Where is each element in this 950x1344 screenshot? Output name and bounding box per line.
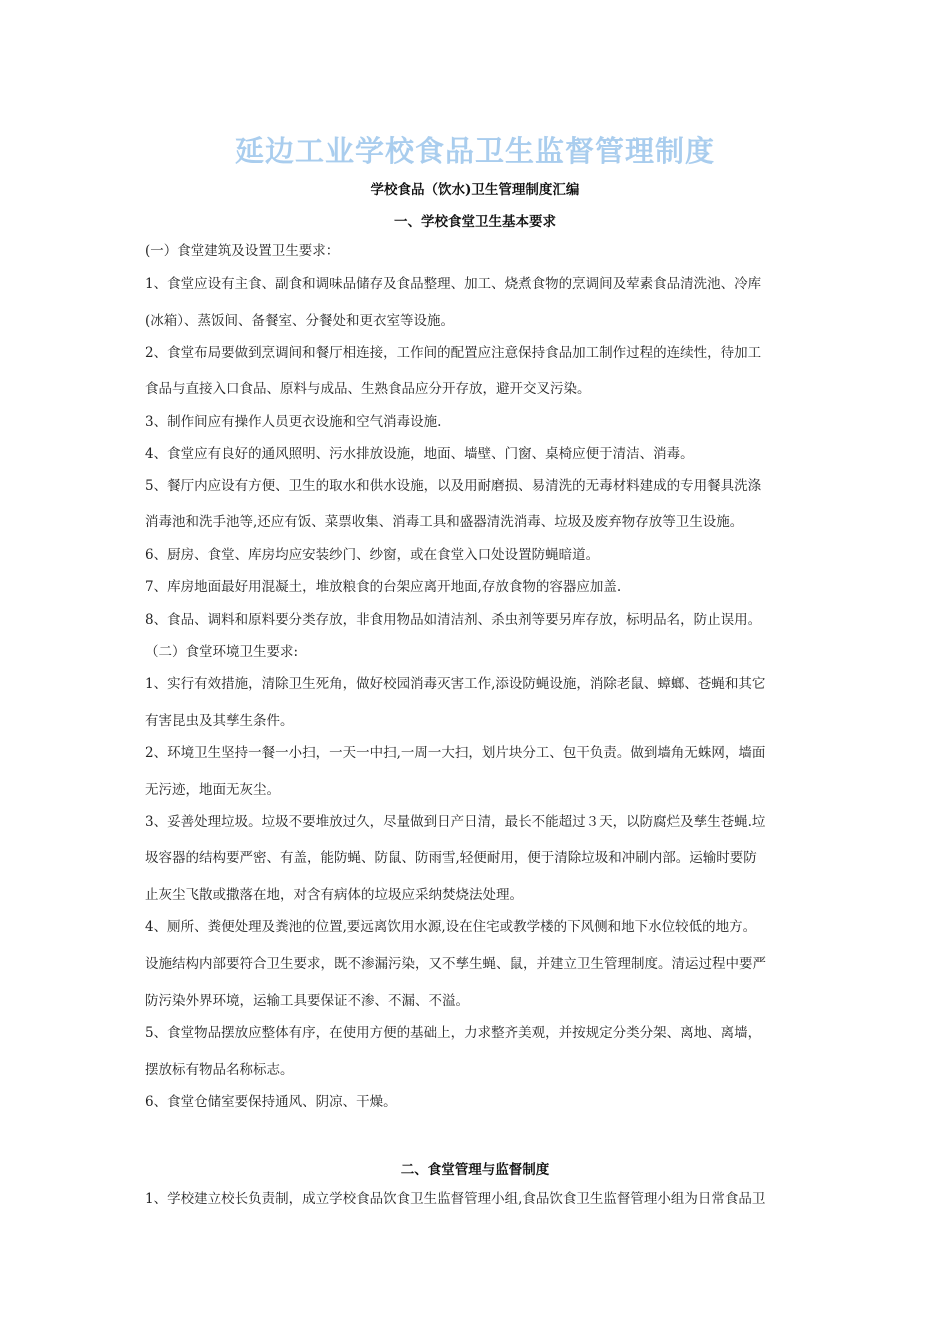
text-line: 消毒池和洗手池等,还应有饭、菜票收集、消毒工具和盛器清洗消毒、垃圾及废弃物存放等卫生设施。: [145, 514, 744, 530]
text-line: （二）食堂环境卫生要求:: [145, 644, 299, 660]
text-line: 5、餐厅内应设有方便、卫生的取水和供水设施，以及用耐磨损、易清洗的无毒材料建成的专用餐具洗涤: [145, 478, 762, 494]
text-line: 设施结构内部要符合卫生要求，既不渗漏污染，又不孳生蝇、鼠，并建立卫生管理制度。清运过程中要严: [145, 956, 766, 972]
text-line: 止灰尘飞散或撒落在地，对含有病体的垃圾应采纳焚烧法处理。: [145, 887, 523, 903]
text-line: 无污迹，地面无灰尘。: [145, 782, 280, 798]
text-line: 1、食堂应设有主食、副食和调味品储存及食品整理、加工、烧煮食物的烹调间及荤素食品清洗池、冷库: [145, 276, 762, 292]
text-line: 3、制作间应有操作人员更衣设施和空气消毒设施.: [145, 414, 442, 430]
text-line: 8、食品、调料和原料要分类存放，非食用物品如清洁剂、杀虫剂等要另库存放，标明品名，防止误用。: [145, 612, 762, 628]
text-line: 7、库房地面最好用混凝土，堆放粮食的台架应离开地面,存放食物的容器应加盖.: [145, 579, 622, 595]
text-line: 4、厕所、粪便处理及粪池的位置,要远离饮用水源,设在住宅或教学楼的下风侧和地下水位较低的地方。: [145, 919, 757, 935]
text-line: 防污染外界环境，运输工具要保证不渗、不漏、不溢。: [145, 993, 469, 1009]
text-line: 有害昆虫及其孳生条件。: [145, 713, 294, 729]
section-heading-1: 一、学校食堂卫生基本要求: [394, 214, 556, 230]
text-line: (冰箱）、蒸饭间、备餐室、分餐处和更衣室等设施。: [145, 313, 455, 329]
text-line: 2、食堂布局要做到烹调间和餐厅相连接，工作间的配置应注意保持食品加工制作过程的连续性，待加工: [145, 345, 762, 361]
text-line: 1、实行有效措施，清除卫生死角，做好校园消毒灭害工作,添设防蝇设施，消除老鼠、蟑螂、苍蝇和其它: [145, 676, 766, 692]
text-line: 2、环境卫生坚持一餐一小扫，一天一中扫,一周一大扫，划片块分工、包干负责。做到墙角无蛛网，墙面: [145, 745, 766, 761]
text-line: 4、食堂应有良好的通风照明、污水排放设施，地面、墙壁、门窗、桌椅应便于清洁、消毒。: [145, 446, 694, 462]
text-line: 6、食堂仓储室要保持通风、阴凉、干燥。: [145, 1094, 397, 1110]
text-line: 3、妥善处理垃圾。垃圾不要堆放过久，尽量做到日产日清，最长不能超过３天，以防腐烂及孳生苍蝇.垃: [145, 814, 766, 830]
text-line: 5、食堂物品摆放应整体有序，在使用方便的基础上，力求整齐美观，并按规定分类分架、离地、离墙，: [145, 1025, 762, 1041]
section-heading-2: 二、食堂管理与监督制度: [400, 1162, 550, 1178]
text-line: 食品与直接入口食品、原料与成品、生熟食品应分开存放，避开交叉污染。: [145, 381, 591, 397]
document-title: 延边工业学校食品卫生监督管理制度: [234, 134, 715, 168]
document-subtitle: 学校食品（饮水)卫生管理制度汇编: [370, 182, 580, 198]
text-line: 圾容器的结构要严密、有盖，能防蝇、防鼠、防雨雪,轻便耐用，便于清除垃圾和冲刷内部。运输时要防: [145, 850, 757, 866]
text-line: 摆放标有物品名称标志。: [145, 1062, 294, 1078]
text-line: 1、学校建立校长负责制，成立学校食品饮食卫生监督管理小组,食品饮食卫生监督管理小组为日常食品卫: [145, 1191, 766, 1207]
text-line: 6、厨房、食堂、库房均应安装纱门、纱窗，或在食堂入口处设置防蝇暗道。: [145, 547, 600, 563]
text-line: (一）食堂建筑及设置卫生要求：: [145, 243, 340, 259]
